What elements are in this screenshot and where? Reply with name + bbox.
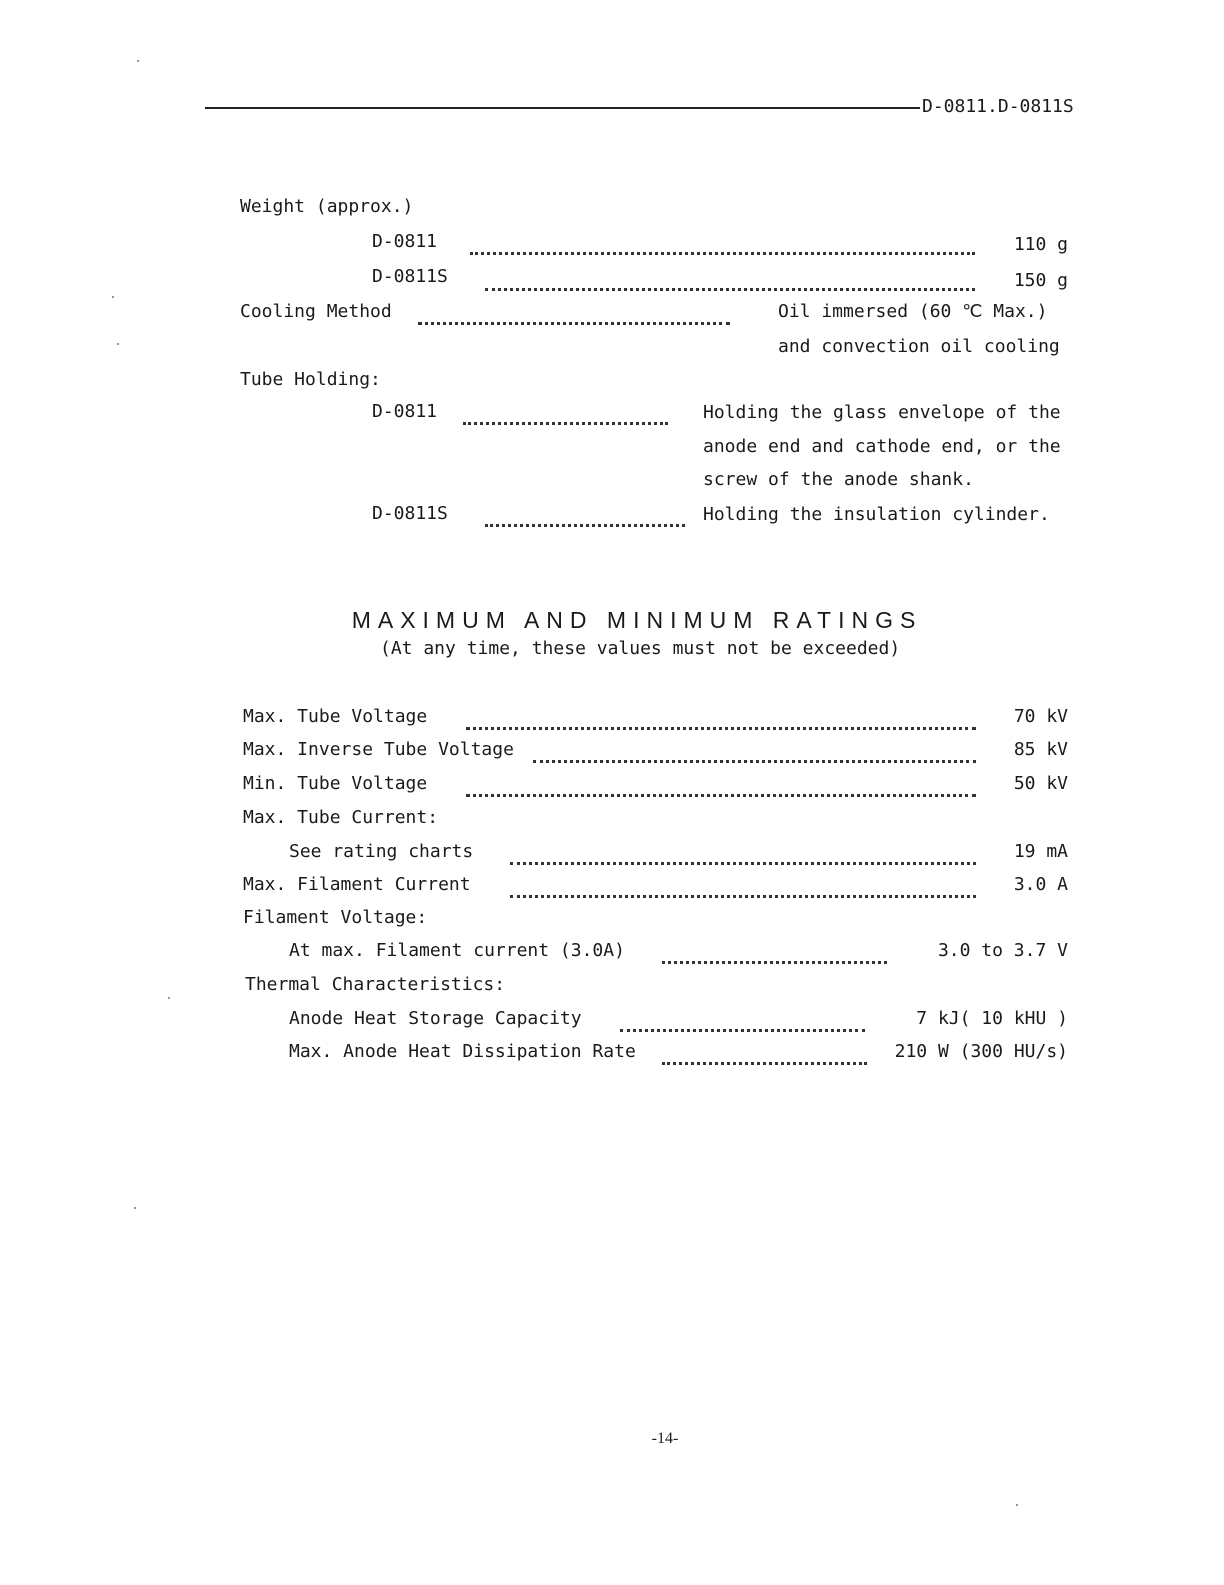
see-rating-charts-value: 19 mA: [1013, 841, 1068, 862]
scan-speck: [112, 296, 114, 298]
page-number: -14-: [651, 1430, 679, 1447]
leader-dots: [485, 524, 685, 527]
tube-holding-d0811-line1: Holding the glass envelope of the: [703, 402, 1061, 423]
cooling-value-line2: and convection oil cooling: [778, 336, 1060, 357]
tube-holding-model-d0811: D-0811: [372, 401, 438, 422]
tube-holding-d0811-line3: screw of the anode shank.: [703, 469, 974, 490]
tube-holding-d0811-line2: anode end and cathode end, or the: [703, 436, 1061, 457]
cooling-label: Cooling Method: [240, 301, 392, 322]
filament-voltage-label: Filament Voltage:: [243, 907, 428, 928]
max-inverse-voltage-value: 85 kV: [1013, 739, 1068, 760]
weight-model-d0811: D-0811: [372, 231, 438, 252]
leader-dots: [463, 422, 668, 425]
doc-code: D-0811.D-0811S: [922, 96, 1074, 117]
scan-speck: [134, 1207, 136, 1209]
ratings-title: MAXIMUM AND MINIMUM RATINGS: [351, 607, 923, 633]
min-tube-voltage-value: 50 kV: [1013, 773, 1068, 794]
max-inverse-voltage-label: Max. Inverse Tube Voltage: [243, 739, 514, 760]
weight-label: Weight (approx.): [240, 196, 414, 217]
tube-holding-model-d0811s: D-0811S: [372, 503, 448, 524]
at-max-filament-label: At max. Filament current (3.0A): [289, 940, 625, 961]
max-anode-dissipation-value: 210 W (300 HU/s): [894, 1041, 1068, 1062]
thermal-label: Thermal Characteristics:: [245, 974, 506, 995]
scan-speck: [137, 60, 139, 62]
tube-holding-d0811s-line1: Holding the insulation cylinder.: [703, 504, 1050, 525]
leader-dots: [662, 961, 887, 964]
max-tube-voltage-value: 70 kV: [1013, 706, 1068, 727]
at-max-filament-value: 3.0 to 3.7 V: [937, 940, 1068, 961]
scan-speck: [117, 343, 119, 345]
cooling-value-line1: Oil immersed (60 ℃ Max.): [778, 301, 1048, 322]
leader-dots: [620, 1029, 865, 1032]
max-tube-voltage-label: Max. Tube Voltage: [243, 706, 428, 727]
anode-heat-storage-value: 7 kJ( 10 kHU ): [916, 1008, 1068, 1029]
anode-heat-storage-label: Anode Heat Storage Capacity: [289, 1008, 582, 1029]
leader-dots: [470, 252, 975, 255]
header-rule: [205, 107, 920, 109]
max-tube-current-label: Max. Tube Current:: [243, 807, 439, 828]
leader-dots: [533, 760, 976, 763]
leader-dots: [510, 895, 976, 898]
weight-value-d0811s: 150 g: [1013, 270, 1068, 291]
ratings-subtitle: (At any time, these values must not be exceeded): [380, 638, 901, 659]
leader-dots: [485, 288, 975, 291]
tube-holding-label: Tube Holding:: [240, 369, 381, 390]
leader-dots: [662, 1062, 867, 1065]
min-tube-voltage-label: Min. Tube Voltage: [243, 773, 428, 794]
max-filament-current-label: Max. Filament Current: [243, 874, 471, 895]
max-anode-dissipation-label: Max. Anode Heat Dissipation Rate: [289, 1041, 636, 1062]
leader-dots: [466, 794, 976, 797]
max-filament-current-value: 3.0 A: [1013, 874, 1068, 895]
leader-dots: [510, 862, 976, 865]
leader-dots: [466, 727, 976, 730]
weight-model-d0811s: D-0811S: [372, 266, 448, 287]
scan-speck: [168, 997, 170, 999]
scan-speck: [1016, 1504, 1018, 1506]
weight-value-d0811: 110 g: [1013, 234, 1068, 255]
see-rating-charts-label: See rating charts: [289, 841, 474, 862]
leader-dots: [418, 322, 730, 325]
